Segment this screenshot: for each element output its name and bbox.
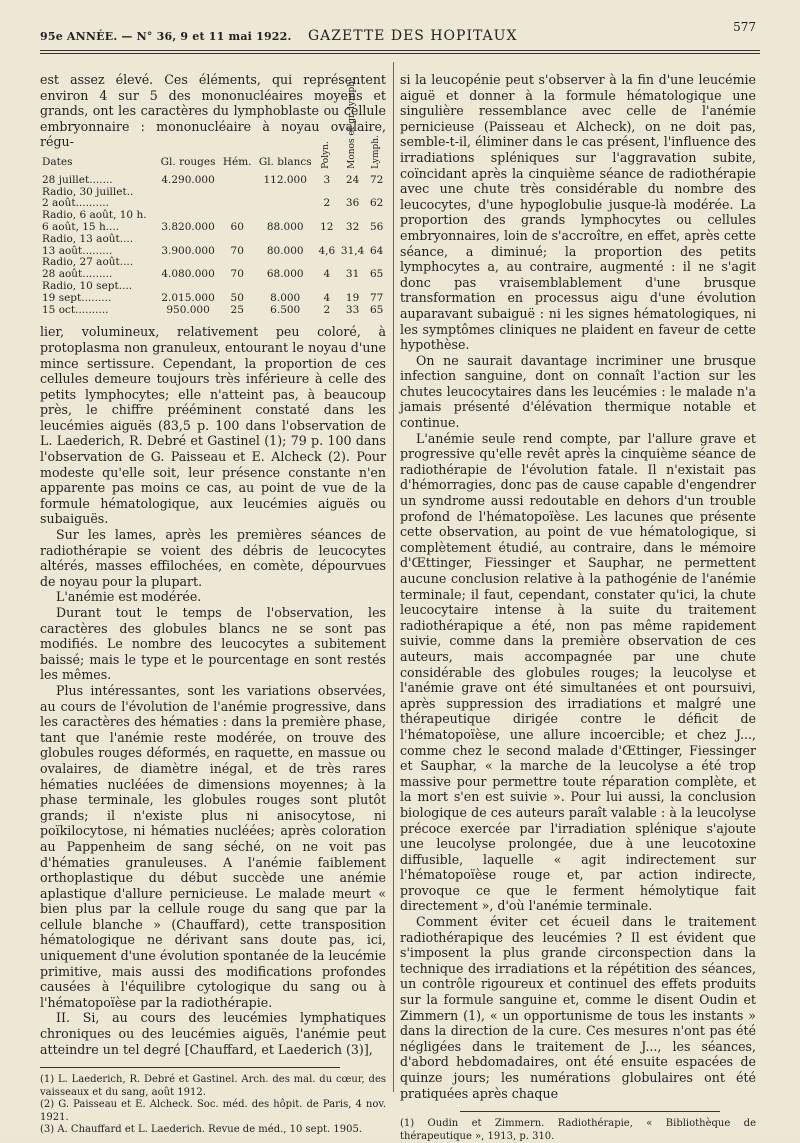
table-cell: 24 (345, 173, 360, 186)
table-row (40, 234, 386, 246)
table-cell: 56 (369, 220, 384, 233)
table-cell: 4 (323, 268, 331, 281)
header-rule-double (40, 53, 760, 54)
table-cell: 19 (345, 291, 360, 304)
table-cell: 3.820.000 (161, 220, 215, 233)
paragraph: Sur les lames, après les premières séances de radiothérapie se voient des débris de leucocytes altérés, masses effilochées, en comète, dépourvues de noyau pour la plupart. (40, 527, 386, 589)
table-cell (316, 281, 338, 293)
table-cell: 4,6 (318, 244, 336, 257)
table-cell: 19 sept......... (42, 291, 112, 304)
table-cell (255, 234, 316, 246)
footnote: (1) L. Laederich, R. Debré et Gastinel. Arch. des mal. du cœur, des vaisseaux et du sang, août 1912. (40, 1074, 386, 1098)
table-cell: 72 (369, 173, 384, 186)
table-row (40, 305, 386, 317)
table-cell (220, 198, 255, 210)
issue-info: 95e ANNÉE. — N° 36, 9 et 11 mai 1922. (40, 30, 292, 43)
paragraph: L'anémie est modérée. (56, 589, 202, 605)
table-cell (157, 234, 220, 246)
paragraph: Plus intéressantes, sont les variations observées, au cours de l'évolution de l'anémie progressive, dans les caractères des hématies : dans la première phase, tant que l'anémie reste modérée, on trouve des globules rouges déformés, en raquette, en massue ou ovalaires, de diamètre inégal, et de très rares hématies nucléées de dimensions moyennes; à la phase terminale, les globules rouges sont plutôt grands; il n'existe plus ni anisocytose, ni poïkilocytose, ni hématies nucléées; après coloration au Pappenheim de sang séché, on ne voit pas d'hématies granuleuses. A l'anémie faiblement orthoplastique du début succède une anémie aplastique d'allure pernicieuse. Le malade meurt « bien plus par la cellule rouge du sang que par la cellule blanche » (Chauffard), cette transposition hématologique ne dérivant sans doute pas, ici, uniquement d'une évolution spontanée de la leucémie primitive, mais aussi des modifications profondes causées à l'équilibre cytologique du sang ou à l'hématopoïèse par la radiothérapie. (40, 682, 386, 1010)
table-cell: 32 (345, 220, 360, 233)
paragraph: est assez élevé. Ces éléments, qui représentent environ 4 sur 5 des mononucléaires moyens et grands, ont les caractères du lymphoblaste ou cellule embryonnaire : mononucléaire à noyau ovalaire, régu- (40, 72, 386, 150)
table-cell (255, 187, 316, 199)
table-cell: 4.290.000 (161, 173, 215, 186)
table-cell: 68.000 (266, 268, 304, 281)
table-cell: 28 juillet....... (42, 173, 113, 186)
paragraph: II. Si, au cours des leucémies lymphatiques chroniques ou des leucémies aiguës, l'anémie peut atteindre un tel degré [Chauffard, et Laederich (3)], (40, 1010, 386, 1057)
table-cell: 60 (230, 220, 244, 233)
table-header-row (40, 156, 386, 175)
table-cell (367, 234, 386, 246)
table-cell: 2 (323, 197, 331, 210)
left-column (40, 72, 386, 1137)
table-cell: 36 (345, 197, 360, 210)
table-header-cell (316, 141, 338, 175)
table-cell: Radio, 30 juillet.. (42, 185, 134, 198)
table-header-cell (367, 135, 386, 175)
table-header-cell (338, 78, 367, 175)
column-label: Polyn. (320, 141, 331, 169)
journal-title: GAZETTE DES HOPITAUX (308, 28, 518, 44)
table-cell: 31,4 (340, 244, 365, 257)
table-cell: 8.000 (270, 291, 301, 304)
table-cell (255, 198, 316, 210)
table-cell: 65 (369, 303, 384, 316)
table-cell: 950.000 (166, 303, 210, 316)
table-cell: 4 (323, 291, 331, 304)
table-cell (338, 234, 367, 246)
table-cell: 65 (369, 268, 384, 281)
paragraph: Durant tout le temps de l'observation, les caractères des globules blancs ne se sont pas modifiés. Le nombre des leucocytes a subitement baissé; mais le type et le pourcentage en sont restés les mêmes. (40, 605, 386, 683)
table-cell: 13 août......... (42, 244, 113, 257)
table-cell (220, 187, 255, 199)
table-cell (220, 281, 255, 293)
table-cell: 88.000 (266, 220, 304, 233)
table-cell: 15 oct.......... (42, 303, 109, 316)
table-row (40, 222, 386, 234)
table-cell: 28 août......... (42, 268, 113, 281)
table-cell: 112.000 (263, 173, 307, 186)
table-cell (220, 234, 255, 246)
table-header-cell: Hém. (222, 155, 252, 168)
table-cell: 64 (369, 244, 384, 257)
table-cell: 2 août.......... (42, 197, 109, 210)
right-column (400, 72, 756, 1143)
footnote: (2) G. Paisseau et E. Alcheck. Soc. méd. des hôpit. de Paris, 4 nov. 1921. (40, 1099, 386, 1123)
table-cell: 3.900.000 (161, 244, 215, 257)
page-number: 577 (733, 20, 756, 34)
table-cell (367, 281, 386, 293)
table-cell (157, 187, 220, 199)
paragraph: Comment éviter cet écueil dans le traitement radiothérapique des leucémies ? Il est évident que s'imposent la plus grande circonspection dans la technique des irradiations et la répétition des séances, un contrôle rigoureux et continuel des effets produits sur la formule sanguine et, comme le disent Oudin et Zimmern (1), « un opportunisme de tous les instants » dans la direction de la cure. Ces mesures n'ont pas été négligées dans le traitement de J..., les séances, d'abord hebdomadaires, ont été ensuite espacées de quinze jours; les numérations globulaires ont été pratiquées après chaque (400, 914, 756, 1101)
footnote: (1) Oudin et Zimmern. Radiothérapie, « Bibliothèque de thérapeutique », 1913, p. 310. (400, 1118, 756, 1142)
table-header-cell: Gl. blancs (258, 155, 312, 168)
table-cell: 4.080.000 (161, 268, 215, 281)
table-cell: 31 (345, 268, 360, 281)
footnote: (3) A. Chauffard et L. Laederich. Revue de méd., 10 sept. 1905. (40, 1124, 363, 1136)
table-cell: 6.500 (270, 303, 301, 316)
table-cell: 50 (230, 291, 244, 304)
table-cell (220, 175, 255, 187)
table-cell: Radio, 27 août.... (42, 256, 134, 269)
paragraph: L'anémie seule rend compte, par l'allure grave et progressive qu'elle revêt après la cinquième séance de radiothérapie de l'évolution fatale. Il n'existait pas d'hémorragies, donc pas de cause capable d'engendrer un syndrome aussi redoutable en dehors d'un trouble profond de l'hématopoïèse. Les lacunes que présente cette observation, au point de vue hématologique, si complètement étudié, au contraire, dans le mémoire d'Œttinger, Fiessinger et Sauphar, ne permettent aucune conclusion relative à la pathogénie de l'anémie terminale; il faut, cependant, constater qu'ici, la chute leucocytaire intense à la suite du traitement radiothérapique a été, non pas même rapidement suivie, comme dans la première observation de ces auteurs, mais accompagnée par une chute considérable des globules rouges; la leucolyse et l'anémie grave ont été simultanées et ont poursuivi, après suppression des irradiations et malgré une thérapeutique dirigée contre le déficit de l'hématopoïèse, une allure incoercible; et chez J..., comme chez le second malade d'Œttinger, Fiessinger et Sauphar, « la marche de la leucolyse a été trop massive pour permettre toute réparation complète, et la mort s'en est suivie ». Pour lui aussi, la conclusion biologique de ces auteurs paraît valable : à la leucolyse précoce exercée par l'irradiation splénique s'ajoute une leucolyse prolongée, due à une leucotoxine diffusible, laquelle « agit indirectement sur l'hématopoïèse rouge et, par action indirecte, provoque ce que le ferment hémolytique fait directement », d'où l'anémie terminale. (400, 430, 756, 914)
table-header-cell: Dates (42, 155, 73, 168)
table-cell: 70 (230, 244, 244, 257)
paragraph: lier, volumineux, relativement peu coloré, à protoplasma non granuleux, entourant le noyau d'une mince sertissure. Cependant, la proportion de ces cellules demeure toujours très inférieure à celle des petits lymphocytes; elle n'atteint pas, à beaucoup près, le chiffre prééminent constaté dans les leucémies aiguës (83,5 p. 100 dans l'observation de L. Laederich, R. Debré et Gastinel (1); 79 p. 100 dans l'observation de G. Paisseau et E. Alcheck (2). Pour modeste qu'elle soit, leur présence constante n'en apparente pas moins ce cas, au point de vue de la formule hématologique, aux leucémies aiguës ou subaiguës. (40, 324, 386, 527)
table-cell: 12 (320, 220, 334, 233)
table-cell (157, 198, 220, 210)
table-cell: 70 (230, 268, 244, 281)
table-row (40, 281, 386, 293)
header-rule (40, 50, 760, 51)
table-cell (338, 281, 367, 293)
page-header (40, 16, 756, 46)
footnote-rule (460, 1111, 720, 1112)
footnote-rule (40, 1067, 340, 1068)
table-cell: Radio, 6 août, 10 h. (42, 209, 147, 222)
paragraph: si la leucopénie peut s'observer à la fin d'une leucémie aiguë et donner à la formule hématologique une singulière ressemblance avec celle de l'anémie pernicieuse (Paisseau et Alcheck), on ne doit pas, semble-t-il, éliminer dans le cas présent, l'influence des irradiations spléniques sur l'aggravation subite, coïncidant après la cinquième séance de radiothérapie avec une chute très considérable du nombre des leucocytes, d'une hypoglobulie jusque-là modérée. La proportion des grands lymphocytes ou cellules embryonnaires, loin de s'accroître, en effet, après cette séance, a diminué; la proportion des petits lymphocytes a, au contraire, augmenté : il ne s'agit donc pas vraisemblablement d'une brusque transformation en processus aigu d'une évolution auparavant subaiguë : ni les signes hématologiques, ni les symptômes cliniques ne plaident en faveur de cette hypothèse. (400, 72, 756, 353)
table-cell: 25 (230, 303, 244, 316)
table-cell: 3 (323, 173, 331, 186)
table-cell: 6 août, 15 h.... (42, 220, 120, 233)
table-cell: 77 (369, 291, 384, 304)
table-row (40, 293, 386, 305)
table-cell: Radio, 10 sept.... (42, 279, 133, 292)
table-cell: Radio, 13 août.... (42, 232, 134, 245)
table-cell: 62 (369, 197, 384, 210)
table-cell (157, 281, 220, 293)
table-header-cell: Gl. rouges (160, 155, 216, 168)
table-row (40, 175, 386, 187)
paragraph: On ne saurait davantage incriminer une brusque infection sanguine, dont on connaît l'action sur les chutes leucocytaires dans les leucémies : le malade n'a jamais présenté d'élévation thermique notable et continue. (400, 352, 756, 431)
column-label: Monos et gr. lymph. (346, 78, 357, 169)
column-divider (393, 62, 394, 1092)
column-label: Lymph. (370, 135, 381, 169)
table-cell: 80.000 (266, 244, 304, 257)
table-cell: 33 (345, 303, 360, 316)
table-cell (316, 234, 338, 246)
table-cell (255, 281, 316, 293)
table-cell: 2.015.000 (161, 291, 215, 304)
table-cell: 2 (323, 303, 331, 316)
